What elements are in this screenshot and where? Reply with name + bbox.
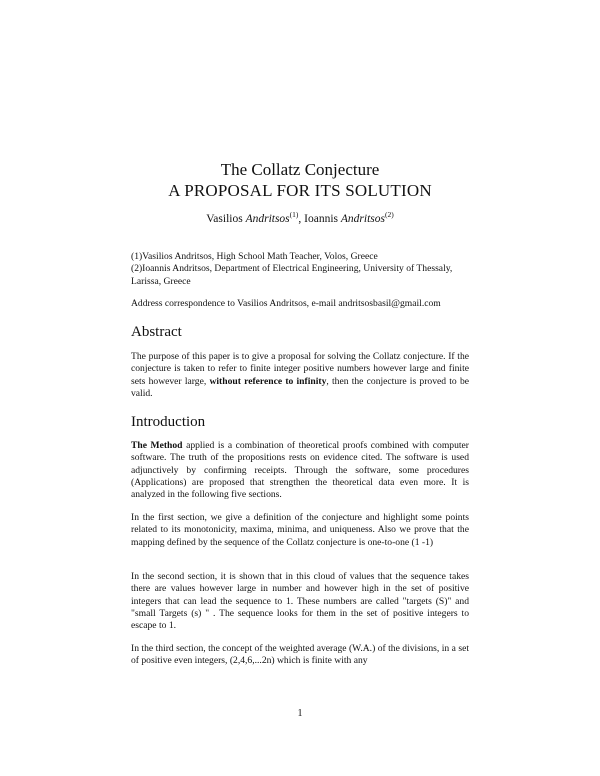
affiliation-1: (1)Vasilios Andritsos, High School Math Teacher, Volos, Greece: [131, 251, 378, 262]
paper-subtitle: A PROPOSAL FOR ITS SOLUTION: [168, 181, 432, 200]
author-1-marker: (1): [289, 210, 299, 219]
intro-paragraph-1: [131, 440, 469, 501]
author-1-family: Andritsos: [245, 212, 290, 225]
author-line: [0, 210, 600, 225]
author-2-family: Andritsos: [340, 212, 385, 225]
method-label: The Method: [131, 440, 183, 451]
abstract-text-2: , then the conjecture is proved to be valid.: [131, 375, 469, 399]
paper-title: The Collatz Conjecture: [220, 160, 380, 179]
author-2-given: Ioannis: [304, 212, 341, 225]
page-number: 1: [297, 708, 303, 719]
author-separator: ,: [298, 212, 305, 225]
title-block: [0, 160, 600, 202]
abstract-heading: Abstract: [131, 324, 182, 340]
intro-paragraph-4: In the third section, the concept of the weighted average (W.A.) of the divisions, in a set of positive even integers, (2,4,6,...2n) which is finite with any: [131, 643, 469, 667]
correspondence-address: Address correspondence to Vasilios Andritsos, e-mail andritsosbasil@gmail.com: [131, 298, 441, 309]
intro-paragraph-3: In the second section, it is shown that in this cloud of values that the sequence takes there are values however large in number and however high in the set of positive integers that can lead the sequence to 1. These numbers are called "targets (S)" and "small Targets (s) " . The sequence looks for them in the set of positive integers to escape to 1.: [131, 571, 469, 632]
author-1-given: Vasilios: [206, 212, 246, 225]
affiliation-2: (2)Ioannis Andritsos, Department of Electrical Engineering, University of Thessaly, Larissa, Greece: [131, 263, 453, 287]
author-2-marker: (2): [384, 210, 394, 219]
affiliations: [131, 251, 469, 288]
abstract-text-1: The purpose of this paper is to give a proposal for solving the Collatz conjecture. If the conjecture is taken to refer to finite integer positive numbers however large and finite sets however large,: [131, 351, 469, 387]
abstract-body: [131, 351, 469, 400]
intro-paragraph-2: In the first section, we give a definition of the conjecture and highlight some points related to its monotonicity, maxima, minima, and uniqueness. Also we prove that the mapping defined by the sequence of the Collatz conjecture is one-to-one (1 -1): [131, 512, 469, 548]
introduction-heading: Introduction: [131, 414, 206, 430]
abstract-emphasis: without reference to infinity: [209, 375, 327, 387]
intro-paragraph-1-text: applied is a combination of theoretical proofs combined with computer software. The truth of the propositions rests on evidence cited. The software is used adjunctively by confirming receipts. Through the software, some procedures (Applications) are proposed that strengthen the theoretical data even more. It is analyzed in the following five sections.: [131, 440, 469, 501]
